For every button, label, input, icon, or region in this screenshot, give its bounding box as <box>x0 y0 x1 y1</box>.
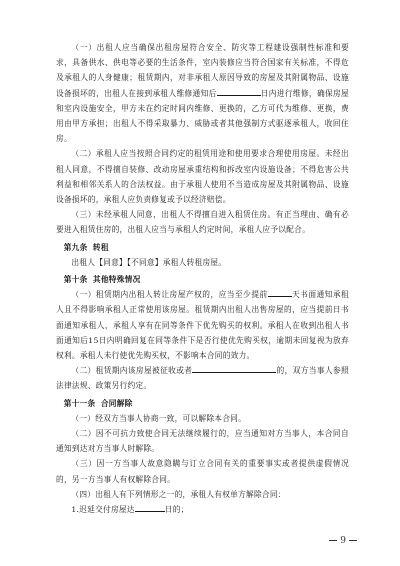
page-number-value: 9 <box>340 536 346 546</box>
article-11-number: 第十一条 <box>63 398 96 408</box>
page-number-dash-left <box>329 540 337 541</box>
delay-days-blank[interactable] <box>135 502 165 512</box>
article-11-clause-1: （一）经双方当事人协商一致，可以解除本合同。 <box>71 413 247 423</box>
clause-1-text-b: 日内进行维修，确保房屋和室内设施安全，甲方未在约定时间内维修、更换的，乙方可代为维修、更换，费用由甲方承担；出租人不得采取暴力、威胁或者其他强制方式驱逐承租人，收回住房。 <box>56 88 349 144</box>
article-9-heading <box>56 240 349 255</box>
article-10-clause-2-text-a: （二）租赁期内该房屋被征收或者 <box>71 366 193 376</box>
article-10-title: 其他特殊情况 <box>92 275 141 285</box>
page-number <box>326 536 360 546</box>
article-10-clause-1-text-b: 天书面通知承租人且不得影响承租人正常使用该房屋。租赁期内出租人出售房屋的，应当提前 <box>56 290 349 315</box>
transfer-notice-days-blank[interactable] <box>268 287 292 297</box>
article-10-number: 第十条 <box>63 275 88 285</box>
clause-2-paragraph: （二）承租人应当按照合同约定的租赁用途和使用要求合理使用房屋。未经出租人同意，不得擅自装修、改动房屋承重结构和拆改室内设施设备；不得危害公共利益和相邻关系人的合法权益。由于承租人使用不当造成房屋及其附属物品、设施设备损坏的，承租人应负责修复或予以经济赔偿。 <box>56 149 349 205</box>
article-11-clause-4: （四）出租人有下列情形之一的，承租人有权单方解除合同： <box>71 489 286 499</box>
clause-3-paragraph: （三）未经承租人同意，出租人不得擅自进入租赁住房。有正当理由、确有必要进入租赁住房的，出租人应当与承租人约定时间，承租人应予以配合。 <box>56 210 349 235</box>
article-9-number: 第九条 <box>63 242 88 252</box>
expropriation-blank[interactable] <box>192 363 276 373</box>
article-10-clause-2 <box>56 363 349 393</box>
clause-1-paragraph <box>56 40 349 146</box>
article-9-title: 转租 <box>92 242 109 252</box>
article-11-clause-3: （三）因一方当事人故意隐瞒与订立合同有关的重要事实或者提供虚假情况的，另一方当事人有权解除合同。 <box>56 459 349 484</box>
delay-delivery-text-b: 日的； <box>164 505 189 515</box>
article-10-heading <box>56 272 349 287</box>
article-11-clause-2: （二）因不可抗力致使合同无法继续履行的，应当通知对方当事人，本合同自通知到达对方当事人时解除。 <box>56 429 349 454</box>
document-page <box>56 40 349 517</box>
article-11-heading <box>56 396 349 411</box>
article-10-clause-1 <box>56 287 349 363</box>
repair-days-blank[interactable] <box>217 86 261 96</box>
article-11-title: 合同解除 <box>100 398 133 408</box>
article-10-clause-1-text-c: 日书面通知承租人，承租人享有在同等条件下优先购买的权利。承租人在收到出租人书面通知后15日内明确回复在同等条件下是否行使优先购买权，逾期未回复视为放弃权利。承租人未行使优先购买权，不影响本合同的效力。 <box>56 305 349 361</box>
clause-1-text-a: （一）出租人应当确保出租房屋符合安全、防灾等工程建设强制性标准和要求，具备供水、供电等必要的生活条件，室内装修应当符合国家有关标准，不得危及承租人的人身健康；租赁期内，对非承租人原因导致的房屋及其附属物品、设施设备损坏的，出租人在接到承租人维修通知后 <box>56 43 349 98</box>
article-9-text: 出租人【同意】【不同意】承租人转租房屋。 <box>71 257 227 267</box>
delay-delivery-text-a: 1.迟延交付房屋达 <box>71 505 135 515</box>
page-number-dash-right <box>349 540 357 541</box>
article-11-clause-4-item-1 <box>56 502 349 517</box>
article-10-clause-2-text-b: 的，双方当事人参照法律法规、政策另行约定。 <box>56 366 349 391</box>
article-10-clause-1-text-a: （一）租赁期内出租人转让房屋产权的，应当至少提前 <box>71 290 268 300</box>
